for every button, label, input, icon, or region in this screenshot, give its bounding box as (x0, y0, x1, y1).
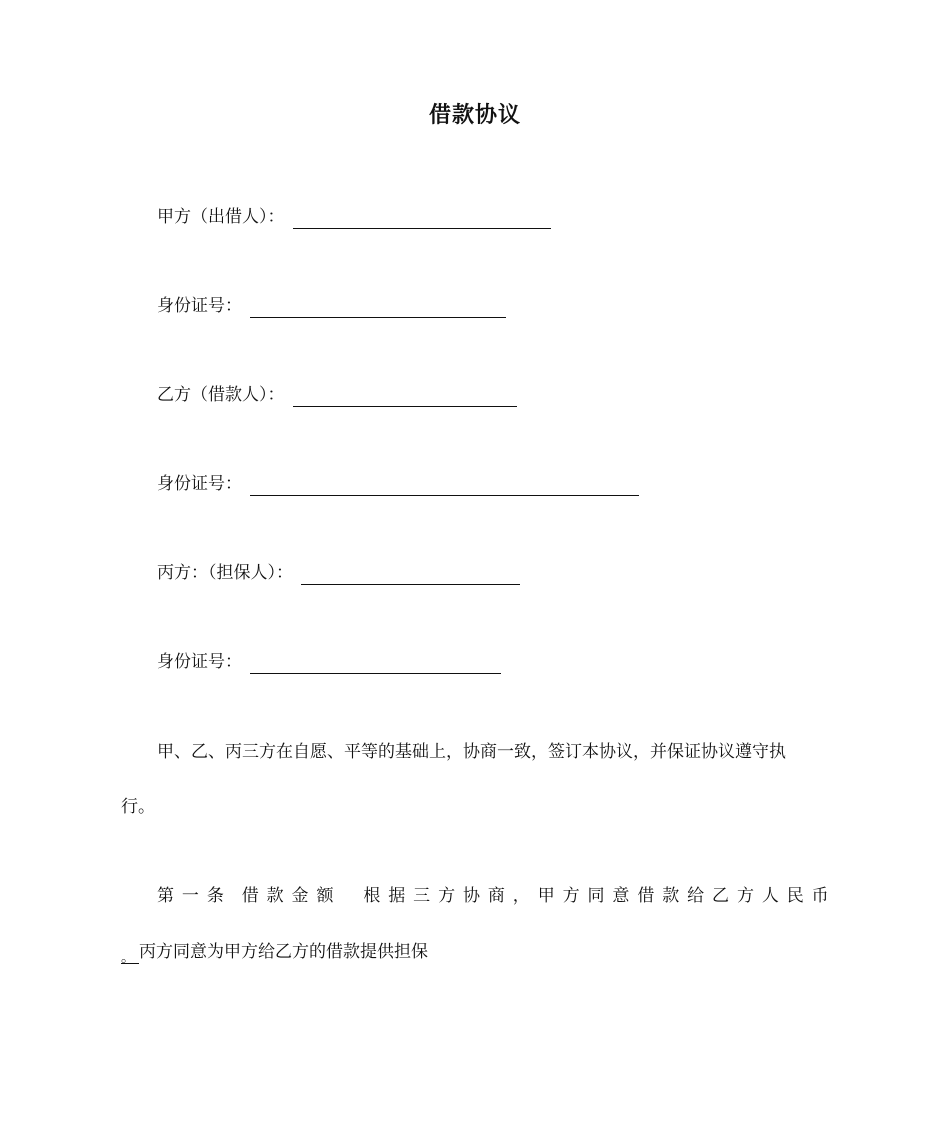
lender-id-field (157, 294, 506, 318)
article-char: 借 (241, 886, 259, 906)
article-char: 方 (736, 886, 754, 906)
borrower-id-field (157, 472, 639, 496)
lender-id-label: 身份证号： (157, 296, 242, 316)
article-char: 乙 (712, 886, 730, 906)
guarantor-id-label: 身份证号： (157, 652, 242, 672)
article-char: 民 (786, 886, 804, 906)
borrower-field (157, 383, 517, 407)
article-char: 给 (687, 886, 705, 906)
article-char: 第 (157, 886, 174, 906)
borrower-blank[interactable] (293, 386, 517, 407)
article-char: 款 (266, 886, 284, 906)
article-char: 方 (438, 886, 456, 906)
article-char: 人 (761, 886, 779, 906)
intro-line-1: 甲、乙、丙三方在自愿、平等的基础上，协商一致，签订本协议，并保证协议遵守执 (157, 742, 786, 762)
article-char: 据 (388, 886, 406, 906)
article-char: 方 (562, 886, 580, 906)
article-char: ， (512, 886, 530, 906)
amount-mark: 。 (121, 950, 135, 966)
article-char: 金 (291, 886, 309, 906)
lender-blank[interactable] (293, 208, 551, 229)
guarantor-field (157, 561, 520, 585)
article-char: 同 (587, 886, 605, 906)
guarantor-id-field (157, 650, 501, 674)
article-char: 甲 (537, 886, 555, 906)
article-char: 款 (662, 886, 680, 906)
lender-label: 甲方（出借人）： (157, 207, 285, 227)
article-char: 借 (637, 886, 655, 906)
borrower-id-blank[interactable] (250, 475, 639, 496)
guarantor-label: 丙方：（担保人）： (157, 563, 293, 583)
borrower-label: 乙方（借款人）： (157, 385, 285, 405)
lender-id-blank[interactable] (250, 297, 506, 318)
lender-field (157, 205, 551, 229)
article-char: 意 (612, 886, 630, 906)
article-char: 根 (363, 886, 381, 906)
guarantor-blank[interactable] (301, 564, 520, 585)
article-char: 条 (206, 886, 224, 906)
article-char: 一 (181, 886, 199, 906)
document-title: 借款协议 (428, 103, 521, 128)
article-char: 商 (487, 886, 505, 906)
intro-line-2: 行。 (121, 797, 155, 817)
article-char: 协 (462, 886, 480, 906)
borrower-id-label: 身份证号： (157, 474, 242, 494)
article-char: 币 (811, 886, 829, 906)
guarantor-id-blank[interactable] (250, 653, 501, 674)
amount-blank[interactable] (121, 945, 139, 964)
article-1-line-2 (121, 940, 428, 964)
article-char: 额 (316, 886, 334, 906)
article-1-text: 丙方同意为甲方给乙方的借款提供担保 (139, 942, 428, 962)
article-1-line-1 (157, 884, 829, 908)
article-char: 三 (413, 886, 431, 906)
